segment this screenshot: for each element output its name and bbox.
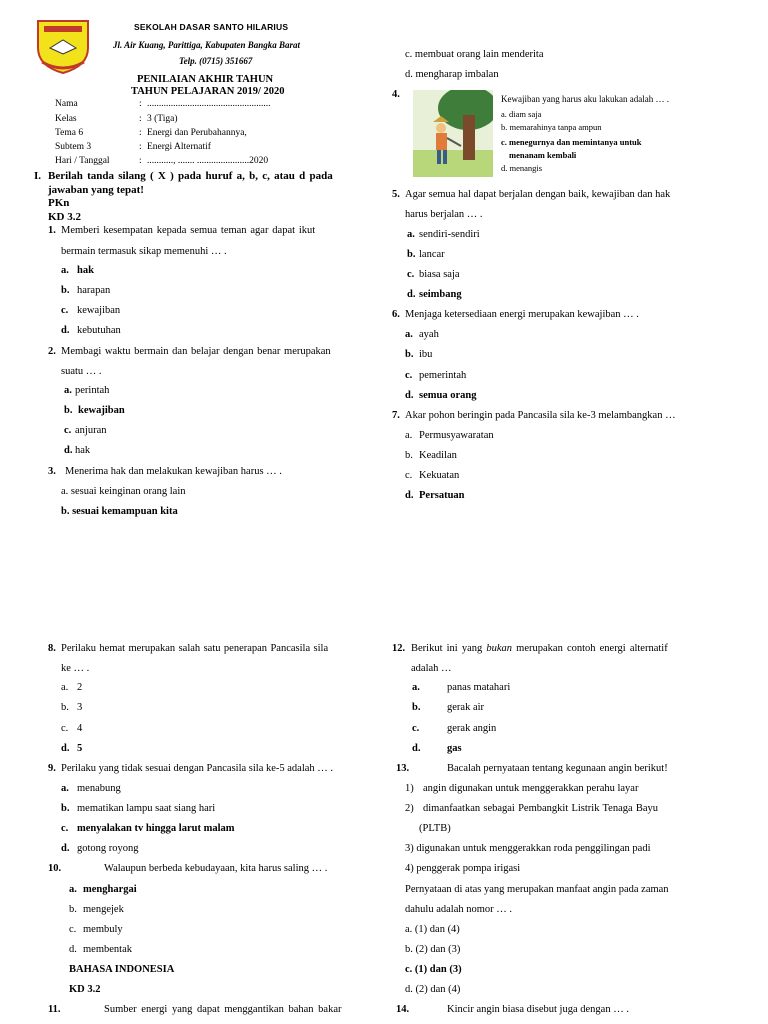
option-text: harapan [77, 285, 111, 296]
option-text: gerak air [447, 702, 485, 713]
identity-colon: : [139, 99, 142, 109]
option-text: b. (2) dan (3) [405, 944, 461, 955]
question-text: adalah … [411, 663, 452, 674]
kd-label: KD 3.2 [69, 984, 101, 995]
identity-colon: : [139, 114, 142, 124]
question-text: dahulu adalah nomor … . [405, 904, 513, 915]
question-text: Kincir angin biasa disebut juga dengan … . [447, 1004, 629, 1015]
question-text: Walaupun berbeda kebudayaan, kita harus saling … . [104, 863, 328, 874]
option-text: kewajiban [78, 405, 125, 416]
identity-value: Energi Alternatif [147, 142, 211, 152]
question-text: Perilaku yang tidak sesuai dengan Pancasila sila ke-5 adalah … . [61, 763, 334, 774]
option-letter: c. [61, 305, 69, 316]
question-text: Perilaku hemat merupakan salah satu penerapan Pancasila sila [61, 643, 329, 654]
identity-value: Energi dan Perubahannya, [147, 128, 247, 138]
school-phone: Telp. (0715) 351667 [179, 56, 253, 66]
statement-text: dimanfaatkan sebagai Pembangkit Listrik Tenaga Bayu [423, 803, 659, 814]
question-text: Akar pohon beringin pada Pancasila sila ke-3 melambangkan … [405, 410, 676, 421]
option-text: ibu [419, 349, 433, 360]
option-letter: b. [61, 702, 69, 713]
question-number: 5. [392, 189, 400, 200]
option-text: panas matahari [447, 682, 511, 693]
kd-label: KD 3.2 [48, 211, 81, 223]
school-address: Jl. Air Kuang, Parittiga, Kabupaten Bangka Barat [113, 40, 300, 50]
statement-text: 3) digunakan untuk menggerakkan roda penggilingan padi [405, 843, 651, 854]
option-text: Permusyawaratan [419, 430, 494, 441]
question-number: 9. [48, 763, 56, 774]
option-text: 2 [77, 682, 83, 693]
option-letter: d. [405, 490, 414, 501]
option-letter: b. [61, 285, 70, 296]
option-text: c. membuat orang lain menderita [405, 49, 544, 60]
option-text: a. sesuai keinginan orang lain [61, 486, 186, 497]
option-letter: b. [69, 904, 77, 915]
instruction-line-2: jawaban yang tepat! [48, 184, 144, 196]
option-letter: c. [407, 269, 415, 280]
option-letter: b. [405, 450, 413, 461]
option-text: sendiri-sendiri [419, 229, 480, 240]
question-number: 4. [392, 89, 400, 100]
question-text: Menerima hak dan melakukan kewajiban harus … . [65, 466, 282, 477]
option-text: menanam kembali [509, 150, 577, 160]
option-letter: b. [412, 702, 421, 713]
statement-text: 4) penggerak pompa irigasi [405, 863, 521, 874]
option-text: membuly [83, 924, 123, 935]
option-text: anjuran [75, 425, 107, 436]
option-text: menghargai [83, 884, 137, 895]
question-number: 3. [48, 466, 56, 477]
exam-year: TAHUN PELAJARAN 2019/ 2020 [131, 86, 285, 97]
option-text: seimbang [419, 289, 462, 300]
question-number: 12. [392, 643, 406, 654]
question-number: 6. [392, 309, 400, 320]
identity-label: Nama [55, 99, 78, 109]
question-text: Kewajiban yang harus aku lakukan adalah … . [501, 94, 669, 104]
option-text: gas [447, 743, 462, 754]
question-text: bermain termasuk sikap memenuhi … . [61, 246, 227, 257]
question-number: 8. [48, 643, 56, 654]
question-text: suatu … . [61, 366, 102, 377]
option-letter: a. [61, 783, 69, 794]
option-text: b. sesuai kemampuan kita [61, 506, 178, 517]
option-letter: c. [61, 723, 69, 734]
question-text: Sumber energi yang dapat menggantikan bahan bakar [104, 1004, 342, 1015]
option-letter: a. [64, 385, 72, 396]
question-text: harus berjalan … . [405, 209, 483, 220]
question-number: 10. [48, 863, 62, 874]
option-letter: c. [412, 723, 420, 734]
question-number: 7. [392, 410, 400, 421]
question-number: 1. [48, 225, 56, 236]
identity-colon: : [139, 128, 142, 138]
option-letter: b. [61, 803, 70, 814]
option-text: lancar [419, 249, 445, 260]
option-text: c. (1) dan (3) [405, 964, 462, 975]
question-text: Membagi waktu bermain dan belajar dengan benar merupakan [61, 346, 331, 357]
question-emphasis: bukan [486, 643, 513, 654]
option-letter: c. [69, 924, 77, 935]
question-text: Memberi kesempatan kepada semua teman agar dapat ikut [61, 225, 316, 236]
question-text: Bacalah pernyataan tentang kegunaan angin berikut! [447, 763, 668, 774]
question-number: 2. [48, 346, 56, 357]
option-text: kewajiban [77, 305, 121, 316]
option-text: hak [75, 445, 91, 456]
section-roman: I. [34, 170, 42, 182]
option-letter: a. [405, 430, 413, 441]
option-text: hak [77, 265, 94, 276]
option-text: 4 [77, 723, 83, 734]
option-letter: b. [64, 405, 73, 416]
identity-value: .................................................... [147, 99, 271, 109]
option-text: mengejek [83, 904, 124, 915]
option-text: Persatuan [419, 490, 465, 501]
question-text [411, 643, 668, 654]
identity-colon: : [139, 156, 142, 166]
option-letter: a. [61, 682, 69, 693]
option-letter: d. [69, 944, 77, 955]
option-letter: c. [61, 823, 69, 834]
question-text: ke … . [61, 663, 90, 674]
question-text-part: merupakan contoh energi alternatif [512, 643, 668, 654]
statement-text: angin digunakan untuk menggerakkan perahu layar [423, 783, 639, 794]
question-number: 13. [396, 763, 410, 774]
identity-label: Subtem 3 [55, 142, 92, 152]
option-text: gerak angin [447, 723, 497, 734]
option-text: semua orang [419, 390, 477, 401]
option-letter: d. [61, 325, 70, 336]
exam-title: PENILAIAN AKHIR TAHUN [137, 74, 274, 85]
option-text: d. (2) dan (4) [405, 984, 461, 995]
option-letter: d. [61, 843, 70, 854]
option-text: c. menegurnya dan memintanya untuk [501, 137, 642, 147]
question-number: 14. [396, 1004, 410, 1015]
option-text: d. menangis [501, 163, 543, 173]
option-text: 3 [77, 702, 83, 713]
option-letter: d. [64, 445, 73, 456]
statement-text: (PLTB) [419, 823, 451, 834]
option-text: menabung [77, 783, 121, 794]
identity-label: Hari / Tanggal [55, 156, 110, 166]
question-text: Pernyataan di atas yang merupakan manfaat angin pada zaman [405, 884, 669, 895]
option-text: gotong royong [77, 843, 139, 854]
option-text: a. diam saja [501, 109, 542, 119]
identity-label: Kelas [55, 114, 77, 124]
option-letter: d. [407, 289, 416, 300]
question-illustration [413, 90, 493, 177]
statement-number: 1) [405, 783, 414, 794]
question-text: Menjaga ketersediaan energi merupakan kewajiban … . [405, 309, 639, 320]
option-text: ayah [419, 329, 439, 340]
option-letter: d. [405, 390, 414, 401]
option-text: membentak [83, 944, 132, 955]
option-text: 5 [77, 743, 83, 754]
section-subject: BAHASA INDONESIA [69, 964, 175, 975]
option-text: mematikan lampu saat siang hari [77, 803, 216, 814]
option-text: b. memarahinya tanpa ampun [501, 122, 602, 132]
option-text: perintah [75, 385, 110, 396]
identity-value: ..........., ....... ......................2020 [147, 156, 269, 166]
identity-label: Tema 6 [55, 128, 84, 138]
instruction-line-1: Berilah tanda silang ( X ) pada huruf a, b, c, atau d pada [48, 170, 333, 182]
school-name: SEKOLAH DASAR SANTO HILARIUS [134, 22, 289, 32]
option-letter: b. [407, 249, 416, 260]
subject-pkn: PKn [48, 197, 70, 209]
identity-colon: : [139, 142, 142, 152]
option-letter: b. [405, 349, 414, 360]
option-letter: c. [405, 470, 413, 481]
option-letter: a. [405, 329, 413, 340]
option-letter: c. [64, 425, 72, 436]
option-letter: a. [61, 265, 69, 276]
identity-value: 3 (Tiga) [147, 114, 178, 124]
option-letter: d. [61, 743, 70, 754]
question-number: 11. [48, 1004, 61, 1015]
option-text: d. mengharap imbalan [405, 69, 499, 80]
option-letter: c. [405, 370, 413, 381]
option-text: Keadilan [419, 450, 457, 461]
school-logo [32, 18, 94, 76]
option-letter: d. [412, 743, 421, 754]
statement-number: 2) [405, 803, 414, 814]
option-text: Kekuatan [419, 470, 460, 481]
option-text: pemerintah [419, 370, 467, 381]
option-text: kebutuhan [77, 325, 121, 336]
option-letter: a. [412, 682, 420, 693]
option-letter: a. [69, 884, 77, 895]
question-text-part: Berikut ini yang [411, 643, 487, 654]
question-text: Agar semua hal dapat berjalan dengan baik, kewajiban dan hak [405, 189, 671, 200]
option-text: menyalakan tv hingga larut malam [77, 823, 235, 834]
option-text: biasa saja [419, 269, 460, 280]
option-text: a. (1) dan (4) [405, 924, 460, 935]
option-letter: a. [407, 229, 415, 240]
